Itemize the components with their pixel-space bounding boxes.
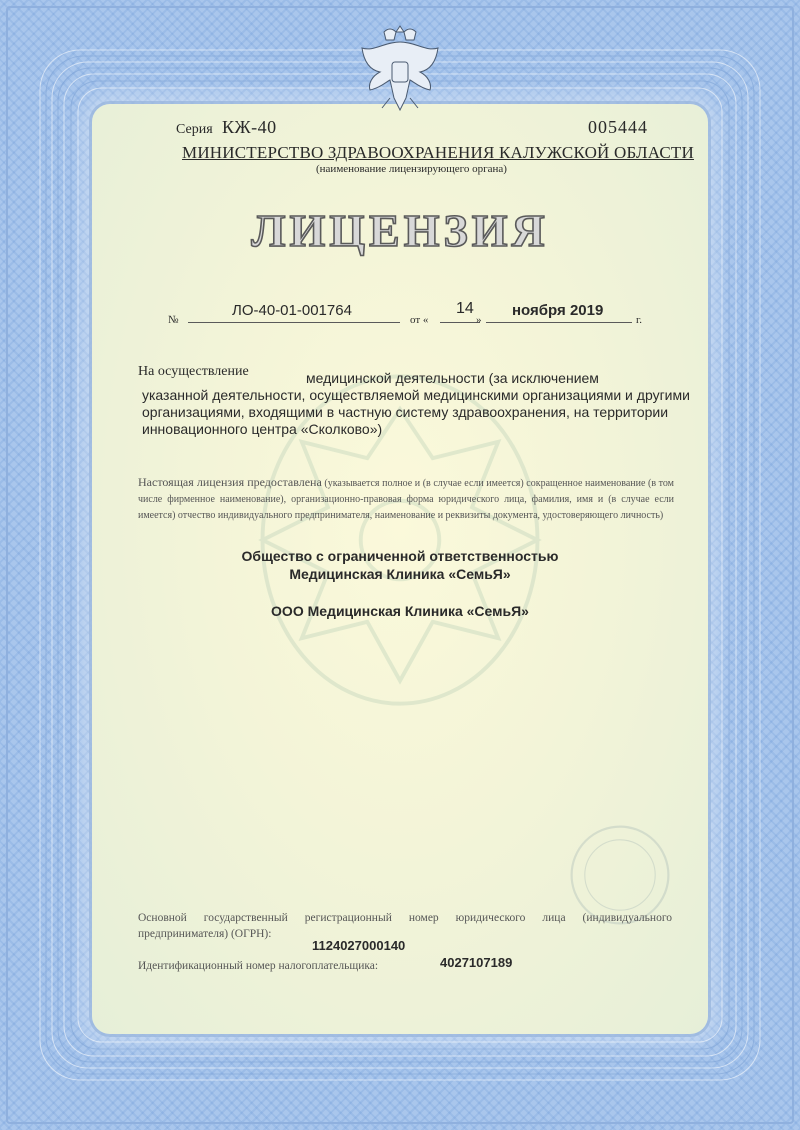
license-year: 2019: [569, 302, 604, 319]
license-month: ноября: [512, 302, 566, 319]
provided-lead: Настоящая лицензия предоставлена: [138, 475, 322, 489]
ogrn-label: Основной государственный регистрационный номер юридического лица (индивидуального предпринимателя) (ОГРН):: [138, 912, 672, 940]
series-value: КЖ-40: [222, 117, 277, 137]
license-day: 14: [456, 300, 474, 317]
activity-label: На осуществление: [138, 364, 249, 379]
provided-to-caption: [138, 474, 674, 524]
license-number: ЛО-40-01-001764: [232, 302, 352, 319]
activity-description: [142, 370, 702, 438]
activity-rest: указанной деятельности, осуществляемой медицинскими организациями и другими организациями, входящими в частную систему здравоохранения, на территории инновационного центра «Сколково»): [142, 387, 690, 437]
number-sign: №: [168, 314, 179, 326]
form-number: 005444: [588, 117, 648, 137]
coat-of-arms-emblem: [354, 18, 446, 118]
activity-line-1: медицинской деятельности (за исключением: [306, 370, 599, 386]
inn-value: 4027107189: [440, 955, 513, 970]
day-underline: [440, 322, 480, 323]
day-close-quote: »: [476, 314, 482, 326]
license-month-year: [512, 302, 603, 319]
inn-label: Идентификационный номер налогоплательщика:: [138, 960, 379, 972]
organization-full-name-2: Медицинская Клиника «СемьЯ»: [289, 566, 511, 582]
document-title: [0, 200, 800, 260]
date-from-label: от «: [410, 314, 429, 326]
year-suffix: г.: [636, 314, 643, 326]
number-underline: [188, 322, 400, 323]
date-underline: [486, 322, 632, 323]
organization-full-name-1: Общество с ограниченной ответственностью: [241, 548, 559, 564]
ogrn-value: 1124027000140: [312, 938, 406, 953]
series-label: Серия: [176, 122, 213, 137]
organization-short-name: ООО Медицинская Клиника «СемьЯ»: [271, 603, 529, 619]
licensing-authority: МИНИСТЕРСТВО ЗДРАВООХРАНЕНИЯ КАЛУЖСКОЙ ОБЛАСТИ: [182, 143, 694, 162]
provided-note: (указывается полное и (в случае если имеется) сокращенное наименование (в том числе фирменное наименование), организационно-правовая форма юридического лица, фамилия, имя и (в случае если имеется) отчество индивидуального предпринимателя, наименование и реквизиты документа, удостоверяющего личность): [138, 478, 675, 521]
title-text: ЛИЦЕНЗИЯ: [251, 205, 549, 256]
licensing-authority-caption: (наименование лицензирующего органа): [316, 163, 507, 175]
